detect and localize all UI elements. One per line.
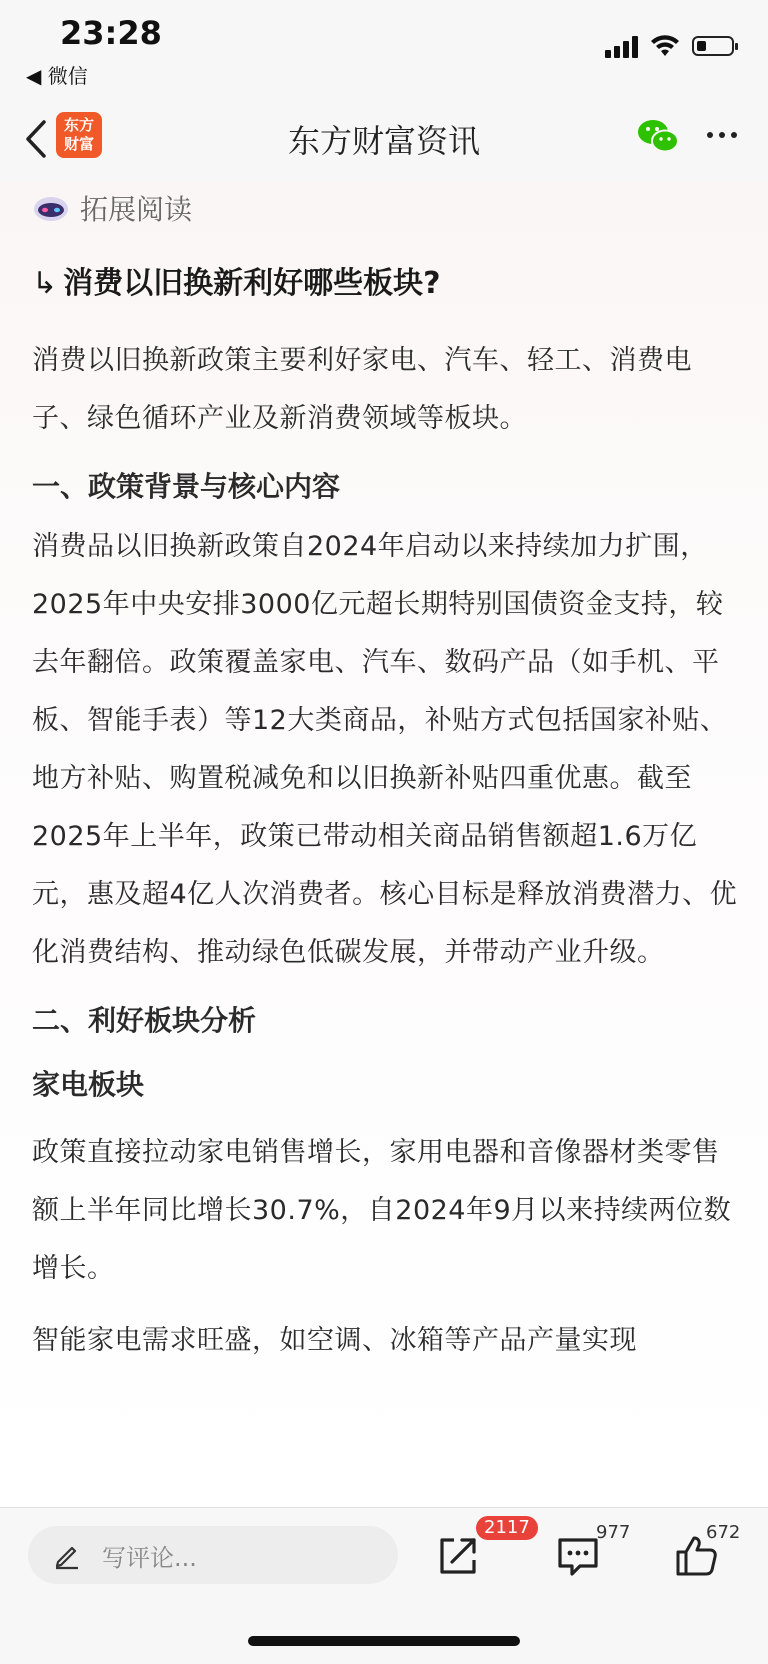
question-text: 消费以旧换新利好哪些板块? bbox=[63, 266, 441, 301]
subsection-paragraph-2: 智能家电需求旺盛，如空调、冰箱等产品产量实现 bbox=[32, 1325, 637, 1356]
section1-heading: 一、政策背景与核心内容 bbox=[32, 470, 341, 503]
subsection-paragraph: 政策直接拉动家电销售增长，家用电器和音像器材类零售额上半年同比增长30.7%，自2024年9月以来持续两位数增长。 bbox=[32, 1137, 732, 1284]
bottom-bar bbox=[0, 1507, 768, 1664]
back-to-app-link[interactable]: ◀ 微信 bbox=[26, 64, 88, 88]
share-count-badge: 2117 bbox=[476, 1516, 538, 1540]
status-icons bbox=[605, 34, 734, 58]
home-indicator[interactable] bbox=[248, 1636, 520, 1646]
logo-text-line1: 东方 bbox=[63, 116, 94, 134]
comment-placeholder: 写评论... bbox=[102, 1543, 197, 1572]
wechat-icon[interactable] bbox=[636, 116, 680, 156]
comment-count: 977 bbox=[596, 1522, 631, 1543]
section1-paragraph: 消费品以旧换新政策自2024年启动以来持续加力扩围，2025年中央安排3000亿元超长期特别国债资金支持，较去年翻倍。政策覆盖家电、汽车、数码产品（如手机、平板、智能手表）等12大类商品，补贴方式包括国家补贴、地方补贴、购置税减免和以旧换新补贴四重优惠。截至2025年上半年，政策已带动相关商品销售额超1.6万亿元，惠及超4亿人次消费者。核心目标是释放消费潜力、优化消费结构、推动绿色低碳发展，并带动产业升级。 bbox=[32, 531, 738, 968]
status-bar bbox=[0, 0, 768, 110]
status-time: 23:28 bbox=[60, 14, 162, 52]
subsection-heading: 家电板块 bbox=[32, 1068, 145, 1101]
section2-heading: 二、利好板块分析 bbox=[32, 1004, 257, 1037]
signal-icon bbox=[605, 34, 638, 58]
pen-icon bbox=[52, 1540, 82, 1570]
wifi-icon bbox=[650, 34, 680, 58]
extended-reading-label: 拓展阅读 bbox=[80, 193, 193, 226]
robot-icon bbox=[32, 193, 70, 223]
battery-icon bbox=[692, 36, 734, 56]
comment-input[interactable] bbox=[28, 1526, 398, 1584]
intro-paragraph: 消费以旧换新政策主要利好家电、汽车、轻工、消费电子、绿色循环产业及新消费领域等板块。 bbox=[32, 345, 692, 434]
app-logo[interactable] bbox=[56, 112, 102, 158]
question-heading[interactable] bbox=[32, 262, 740, 306]
nav-bar bbox=[0, 98, 768, 183]
more-icon[interactable] bbox=[702, 120, 742, 150]
reply-arrow-icon: ↳ bbox=[32, 266, 58, 301]
like-count: 672 bbox=[706, 1522, 741, 1543]
extended-reading-header bbox=[32, 188, 192, 228]
chevron-left-icon[interactable] bbox=[18, 114, 58, 164]
article-body bbox=[32, 252, 740, 1384]
page-title: 东方财富资讯 bbox=[287, 122, 480, 160]
logo-text-line2: 财富 bbox=[63, 135, 94, 153]
article-content bbox=[0, 182, 768, 1507]
